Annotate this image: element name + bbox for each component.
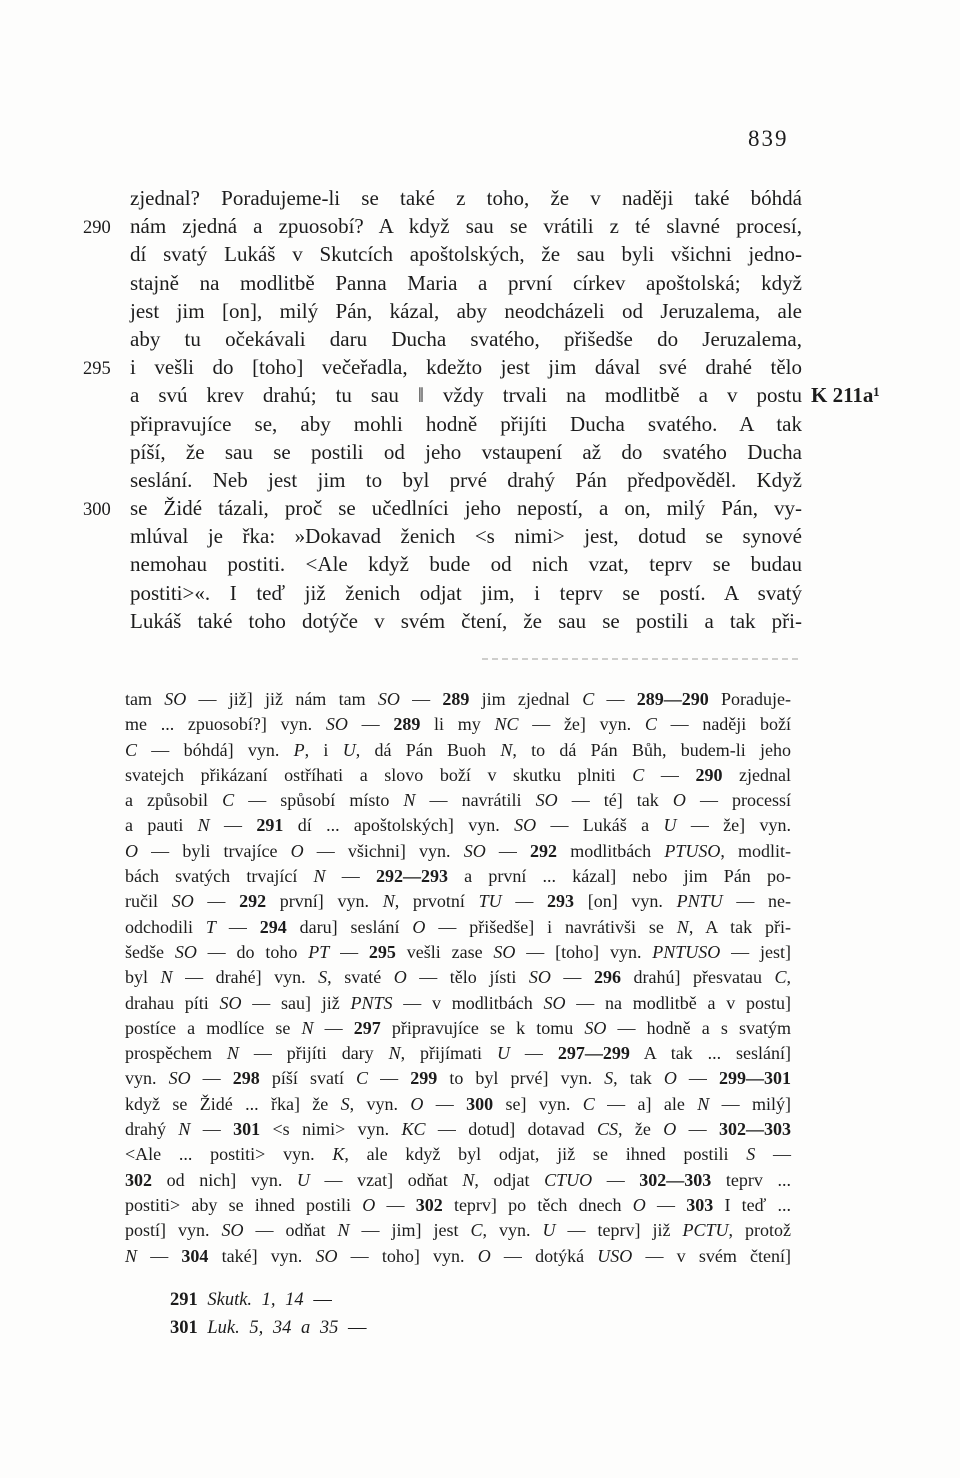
apparatus-line: postí] vyn. SO — odňat N — jim] jest C, vyn. U — teprv] již PCTU, protož: [125, 1220, 791, 1241]
folio-margin-note: K 211a¹: [811, 383, 880, 408]
text-line: [130, 184, 802, 212]
text-line: [83, 494, 802, 522]
line-text: píší, že sau se postili od jeho vstaupení až do svatého Ducha: [130, 439, 802, 464]
verse-line-number: 300: [83, 500, 111, 521]
critical-apparatus: [125, 687, 791, 1269]
text-line: [130, 466, 802, 494]
line-text: mlúval je řka: »Dokavad ženich <s nimi> jest, dotud se synové: [130, 524, 802, 549]
line-text: stajně na modlitbě Panna Maria a první církev apoštolská; když: [130, 270, 802, 295]
apparatus-line: odchodili T — 294 daru] seslání O — přišedše] i navrátivši se N, A tak při-: [125, 916, 792, 937]
apparatus-line: tam SO — již] již nám tam SO — 289 jim zjednal C — 289—290 Poraduje-: [125, 689, 791, 709]
apparatus-line: šedše SO — do toho PT — 295 vešli zase SO — [toho] vyn. PNTUSO — jest]: [125, 941, 791, 962]
apparatus-line: postiti> aby se ihned postili O — 302 teprv] po těch dnech O — 303 I teď ...: [125, 1194, 792, 1215]
text-line: [130, 410, 802, 438]
verse-line-number: 290: [83, 218, 111, 239]
line-text: nám zjedná a zpuosobí? A když sau se vrátili z té slavné procesí,: [130, 214, 802, 239]
footnote-reference: 291 Skutk. 1, 14 —: [170, 1290, 332, 1310]
text-line: [83, 353, 802, 381]
apparatus-line: bách svatých trvající N — 292—293 a první ... kázal] nebo jim Pán po-: [125, 866, 791, 887]
line-text: nemohau postiti. <Ale když bude od nich vzat, teprv se budau: [130, 552, 802, 577]
apparatus-line: postíce a modlíce se N — 297 připravujíce se k tomu SO — hodně a s svatým: [125, 1017, 792, 1038]
apparatus-line: byl N — drahé] vyn. S, svaté O — tělo jísti SO — 296 drahú] přesvatau C,: [125, 967, 792, 988]
apparatus-line: me ... zpuosobí?] vyn. SO — 289 li my NC — že] vyn. C — naději boží: [125, 714, 792, 735]
text-line: [130, 269, 802, 297]
line-text: aby tu očekávali daru Ducha svatého, přišedše do Jeruzalema,: [130, 326, 802, 351]
text-line: [130, 240, 802, 268]
line-text: i vešli do [toho] večeřadla, kdežto jest jim dával své drahé tělo: [130, 355, 802, 380]
text-line: [83, 212, 802, 240]
line-text: a svú krev drahú; tu sau ‖ vždy trvali na modlitbě a v postu: [130, 383, 802, 408]
text-line: [130, 522, 802, 550]
line-text: Lukáš také toho dotýče v svém čtení, že sau se postili a tak při-: [130, 608, 802, 633]
line-text: seslání. Neb jest jim to byl prvé drahý Pán předpověděl. Když: [130, 467, 802, 492]
apparatus-line: drahau píti SO — sau] již PNTS — v modlitbách SO — na modlitbě a v postu]: [125, 992, 791, 1013]
apparatus-line: svatejch přikázaní ostříhati a slovo boží v skutku plniti C — 290 zjednal: [125, 764, 791, 785]
apparatus-line: drahý N — 301 <s nimi> vyn. KC — dotud] dotavad CS, že O — 302—303: [125, 1119, 792, 1140]
apparatus-line: C — bóhdá] vyn. P, i U, dá Pán Buoh N, to dá Pán Bůh, budem-li jeho: [125, 739, 791, 760]
apparatus-line: a způsobil C — spůsobí místo N — navrátili SO — té] tak O — processí: [125, 790, 791, 811]
verse-line-number: 295: [83, 359, 111, 380]
line-text: postiti>«. I teď již ženich odjat jim, i teprv se postí. A svatý: [130, 580, 802, 605]
line-text: dí svatý Lukáš v Skutcích apoštolských, že sau byli všichni jedno-: [130, 242, 802, 267]
apparatus-line: prospěchem N — přijíti dary N, přijímati U — 297—299 A tak ... seslání]: [125, 1043, 792, 1064]
footnote-reference: 301 Luk. 5, 34 a 35 —: [170, 1318, 367, 1338]
text-line: [130, 579, 802, 607]
apparatus-line: N — 304 také] vyn. SO — toho] vyn. O — dotýká USO — v svém čtení]: [125, 1245, 791, 1266]
apparatus-separator-rule: [482, 658, 798, 660]
apparatus-line: vyn. SO — 298 píší svatí C — 299 to byl prvé] vyn. S, tak O — 299—301: [125, 1068, 792, 1089]
apparatus-line: 302 od nich] vyn. U — vzat] odňat N, odjat CTUO — 302—303 teprv ...: [125, 1169, 791, 1190]
line-text: se Židé tázali, proč se učedlníci jeho nepostí, a on, milý Pán, vy-: [130, 496, 802, 521]
text-line: [130, 381, 880, 409]
line-text: zjednal? Poradujeme-li se také z toho, že v naději také bóhdá: [130, 186, 802, 210]
text-line: [130, 297, 802, 325]
apparatus-line: O — byli trvajíce O — všichni] vyn. SO — 292 modlitbách PTUSO, modlit-: [125, 840, 791, 861]
apparatus-line: a pauti N — 291 dí ... apoštolských] vyn. SO — Lukáš a U — že] vyn.: [125, 815, 791, 836]
text-line: [130, 438, 802, 466]
apparatus-line: <Ale ... postiti> vyn. K, ale když byl odjat, již se ihned postili S —: [125, 1144, 791, 1165]
text-line: [130, 607, 802, 635]
main-text: [83, 184, 880, 635]
apparatus-line: ručil SO — 292 první] vyn. N, prvotní TU — 293 [on] vyn. PNTU — ne-: [125, 891, 792, 912]
text-line: [130, 550, 802, 578]
biblical-references: [170, 1286, 367, 1342]
page-number: 839: [748, 126, 789, 151]
line-text: jest jim [on], milý Pán, kázal, aby neodcházeli od Jeruzalema, ale: [130, 298, 802, 323]
apparatus-line: když se Židé ... řka] že S, vyn. O — 300 se] vyn. C — a] ale N — milý]: [125, 1093, 791, 1114]
text-line: [130, 325, 802, 353]
line-text: připravujíce se, aby mohli hodně přijíti Ducha svatého. A tak: [130, 411, 802, 436]
